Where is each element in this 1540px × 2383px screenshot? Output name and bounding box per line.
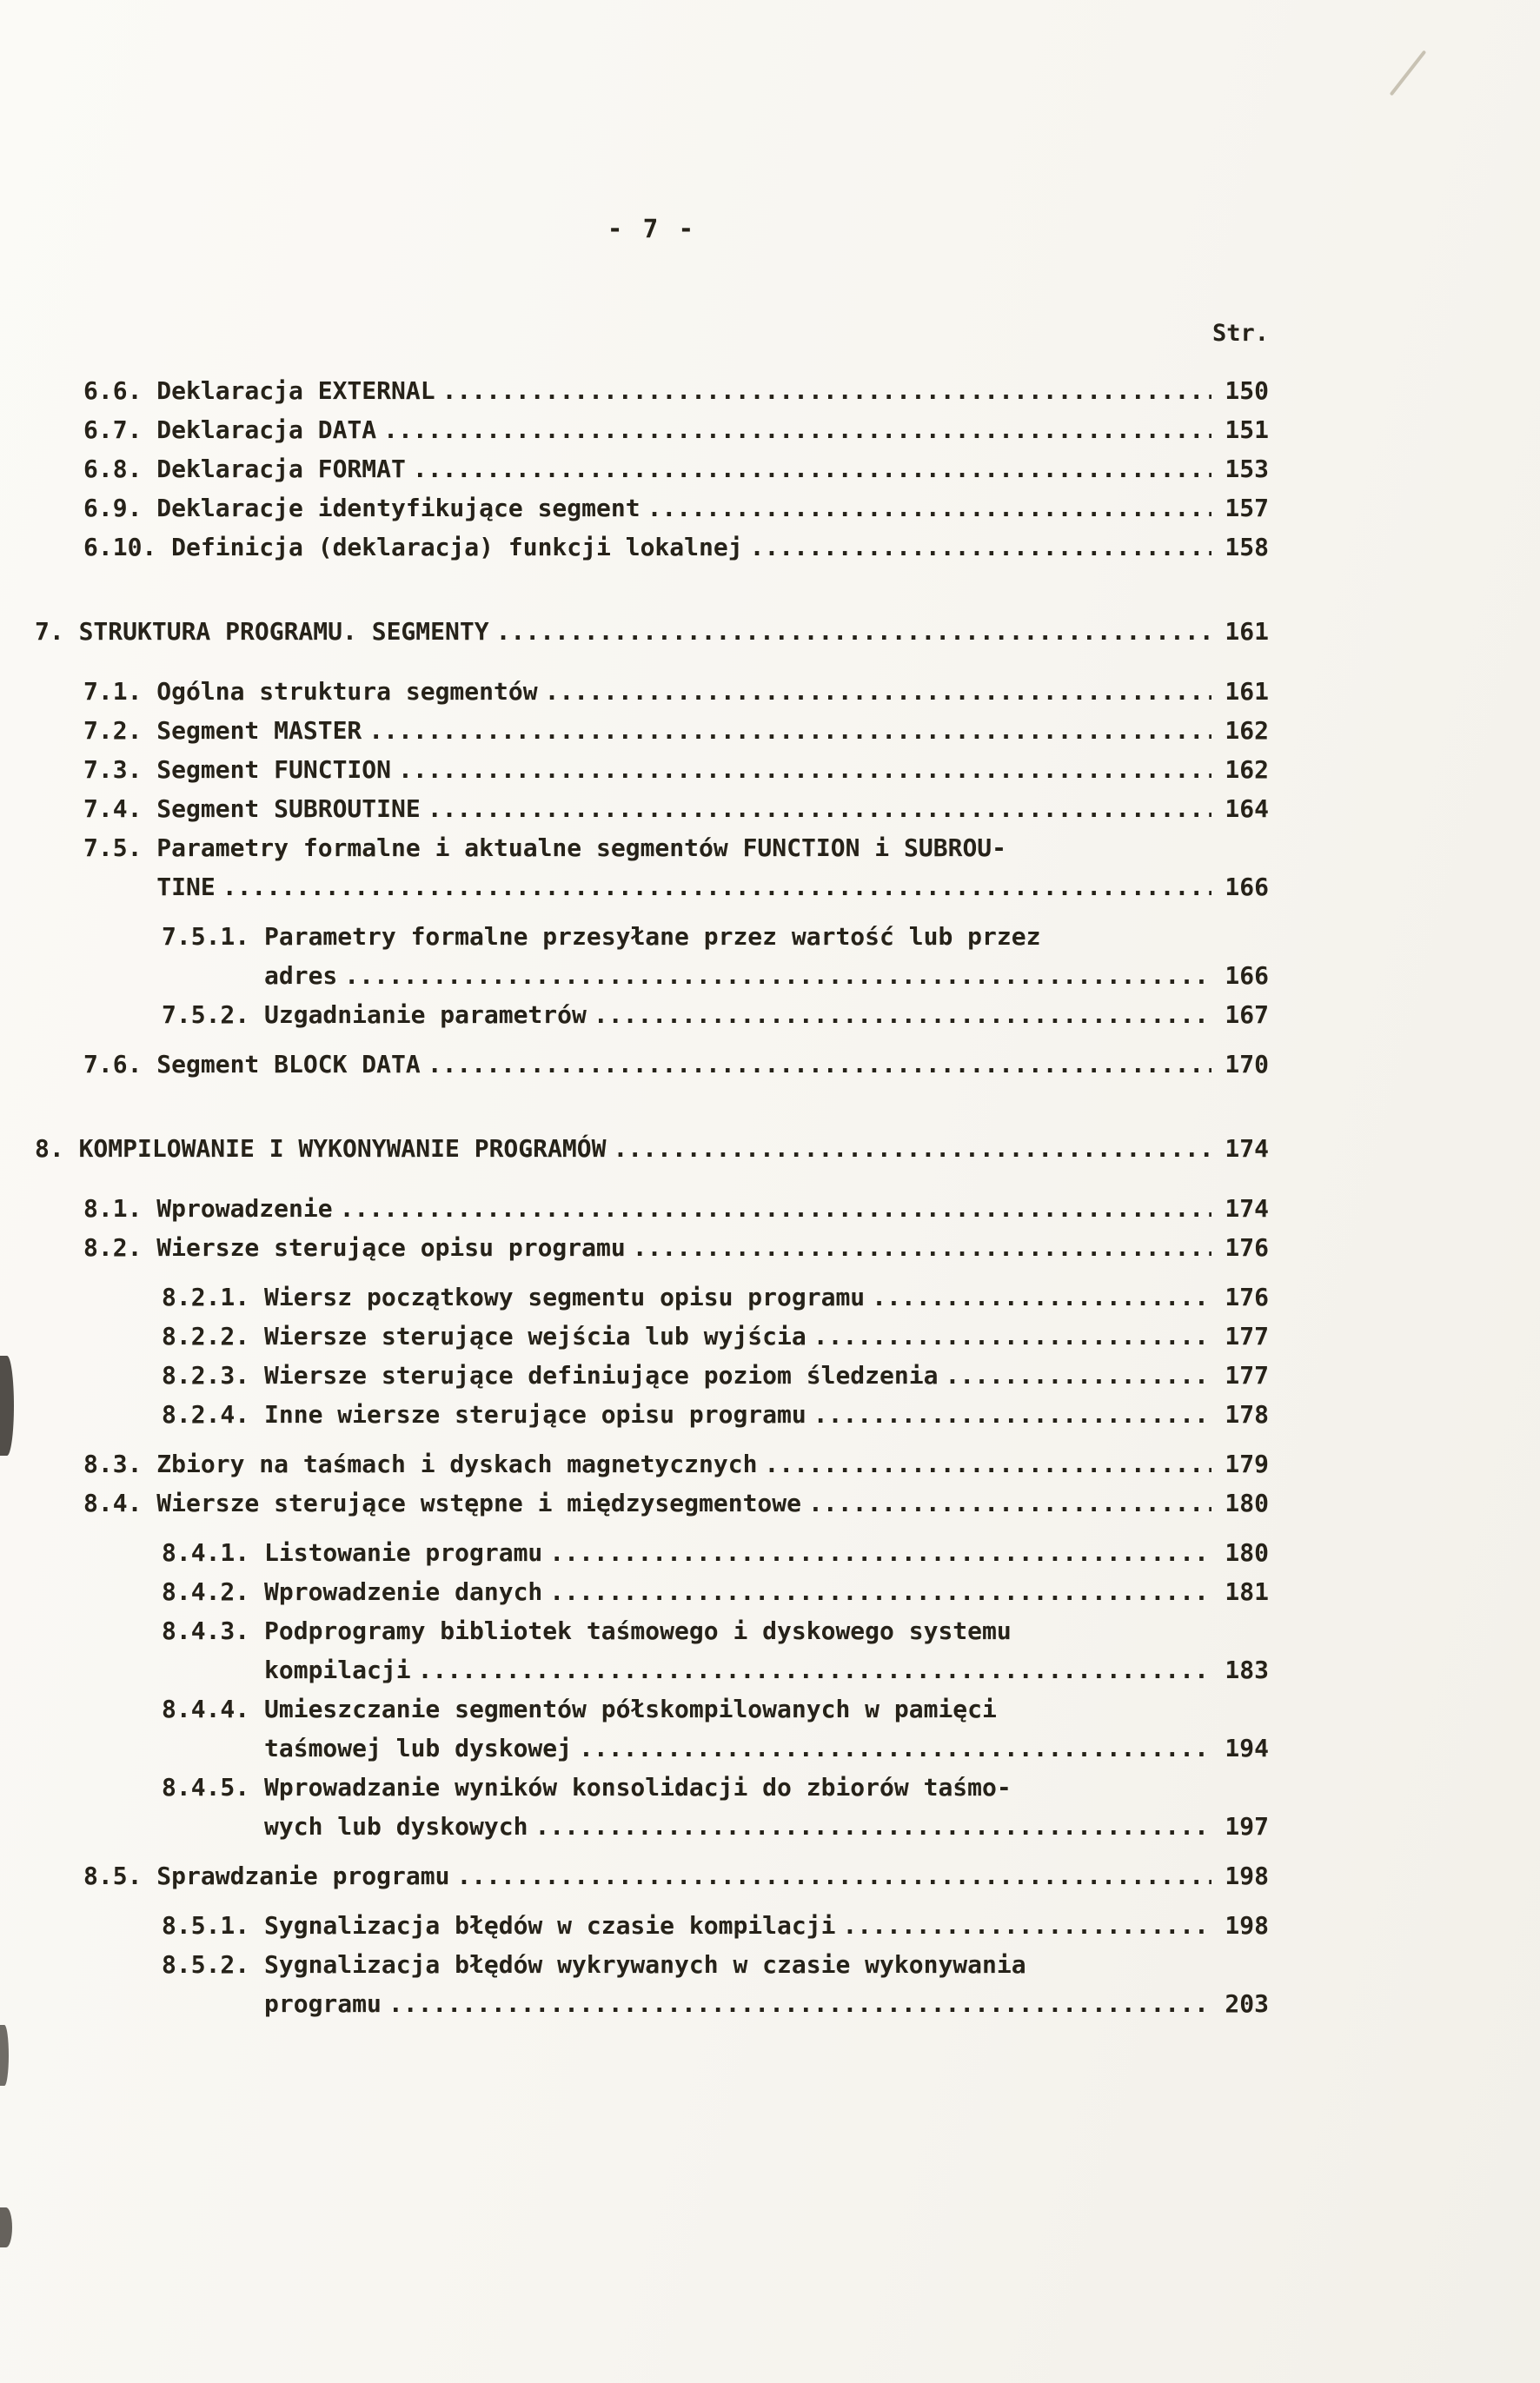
entry-page-number: 167 bbox=[1225, 1000, 1269, 1029]
toc-entry-line bbox=[162, 1356, 1269, 1395]
entry-title: Wiersze sterujące definiujące poziom śledzenia bbox=[264, 1361, 939, 1390]
entry-page-number: 157 bbox=[1225, 494, 1269, 522]
toc-entry-line bbox=[83, 867, 1269, 906]
toc-entry-line bbox=[83, 750, 1269, 789]
entry-title: Deklaracja FORMAT bbox=[156, 455, 406, 483]
entry-page-number: 180 bbox=[1225, 1538, 1269, 1567]
entry-number: 8.4.3. bbox=[162, 1616, 250, 1645]
dot-leader bbox=[368, 711, 1211, 750]
toc-entry-line bbox=[162, 1768, 1269, 1807]
toc-list bbox=[35, 371, 1269, 2023]
entry-title: Parametry formalne i aktualne segmentów FUNCTION i SUBROU- bbox=[156, 833, 1007, 862]
entry-page-number: 161 bbox=[1225, 617, 1269, 646]
dot-leader bbox=[418, 1650, 1211, 1689]
toc-entry-line bbox=[162, 1807, 1269, 1846]
toc-entry bbox=[35, 1611, 1269, 1689]
entry-number: 7.4. bbox=[83, 794, 143, 823]
entry-title: Segment MASTER bbox=[156, 716, 362, 745]
entry-title: TINE bbox=[156, 873, 216, 901]
entry-number: 8.2. bbox=[83, 1233, 143, 1262]
entry-number: 7.1. bbox=[83, 677, 143, 706]
entry-title: Zbiory na taśmach i dyskach magnetycznych bbox=[156, 1450, 758, 1478]
toc-entry-line bbox=[162, 1611, 1269, 1650]
dot-leader bbox=[549, 1533, 1211, 1572]
toc-entry bbox=[35, 488, 1269, 528]
toc-entry-line bbox=[83, 1189, 1269, 1228]
entry-title: Segment BLOCK DATA bbox=[156, 1050, 421, 1079]
dot-leader bbox=[398, 750, 1211, 789]
entry-title: Wiersze sterujące wstępne i międzysegmentowe bbox=[156, 1489, 802, 1517]
toc-entry bbox=[35, 1444, 1269, 1484]
entry-title: Wiersze sterujące opisu programu bbox=[156, 1233, 626, 1262]
toc-entry-line bbox=[162, 1945, 1269, 1984]
scan-artifact bbox=[0, 2025, 9, 2086]
entry-page-number: 164 bbox=[1225, 794, 1269, 823]
entry-page-number: 178 bbox=[1225, 1400, 1269, 1429]
dot-leader bbox=[633, 1228, 1211, 1267]
toc-entry-line bbox=[83, 672, 1269, 711]
toc-entry-line bbox=[83, 1444, 1269, 1484]
page-number: - 7 - bbox=[607, 214, 697, 243]
entry-title: kompilacji bbox=[264, 1656, 411, 1684]
toc-entry bbox=[35, 750, 1269, 789]
dot-leader bbox=[428, 789, 1211, 828]
toc-entry bbox=[35, 828, 1269, 906]
entry-number: 8.2.4. bbox=[162, 1400, 250, 1429]
entry-title: Deklaracja DATA bbox=[156, 415, 377, 444]
toc-entry-line bbox=[83, 1045, 1269, 1084]
toc-entry bbox=[35, 1278, 1269, 1317]
toc-entry-line bbox=[162, 1317, 1269, 1356]
dot-leader bbox=[808, 1484, 1211, 1523]
entry-number: 7.5.2. bbox=[162, 1000, 250, 1029]
entry-number: 8.5.1. bbox=[162, 1911, 250, 1940]
scan-artifact bbox=[0, 1356, 14, 1456]
entry-number: 7.6. bbox=[83, 1050, 143, 1079]
page-column-header: Str. bbox=[1211, 320, 1269, 347]
entry-page-number: 174 bbox=[1225, 1134, 1269, 1163]
entry-page-number: 166 bbox=[1225, 961, 1269, 990]
entry-number: 7.3. bbox=[83, 755, 143, 784]
entry-number: 7. bbox=[35, 617, 64, 646]
toc-entry-line bbox=[83, 449, 1269, 488]
entry-title: Sygnalizacja błędów w czasie kompilacji bbox=[264, 1911, 836, 1940]
toc-entry bbox=[35, 1356, 1269, 1395]
toc-entry bbox=[35, 410, 1269, 449]
toc-entry bbox=[35, 1395, 1269, 1434]
dot-leader bbox=[545, 672, 1211, 711]
entry-title: Wiersz początkowy segmentu opisu programu bbox=[264, 1283, 866, 1311]
toc-entry-line bbox=[83, 1484, 1269, 1523]
entry-title: Sprawdzanie programu bbox=[156, 1862, 450, 1890]
dot-leader bbox=[534, 1807, 1211, 1846]
dot-leader bbox=[647, 488, 1211, 528]
table-of-contents bbox=[35, 320, 1269, 2023]
toc-entry bbox=[35, 1945, 1269, 2023]
toc-entry bbox=[35, 371, 1269, 410]
toc-entry-line bbox=[83, 828, 1269, 867]
entry-title: Deklaracje identyfikujące segment bbox=[156, 494, 641, 522]
scan-artifact bbox=[0, 2207, 12, 2247]
dot-leader bbox=[413, 449, 1211, 488]
toc-entry-line bbox=[83, 1856, 1269, 1895]
entry-number: 8.4.4. bbox=[162, 1695, 250, 1723]
toc-entry-line bbox=[162, 917, 1269, 956]
toc-entry-line bbox=[162, 1572, 1269, 1611]
entry-page-number: 162 bbox=[1225, 716, 1269, 745]
dot-leader bbox=[344, 956, 1211, 995]
entry-title: Podprogramy bibliotek taśmowego i dyskowego systemu bbox=[264, 1616, 1012, 1645]
toc-entry-line bbox=[83, 528, 1269, 567]
entry-title: Listowanie programu bbox=[264, 1538, 543, 1567]
entry-title: Segment FUNCTION bbox=[156, 755, 391, 784]
entry-title: Segment SUBROUTINE bbox=[156, 794, 421, 823]
dot-leader bbox=[842, 1906, 1211, 1945]
toc-entry bbox=[35, 672, 1269, 711]
toc-entry bbox=[35, 1045, 1269, 1084]
entry-page-number: 181 bbox=[1225, 1577, 1269, 1606]
entry-page-number: 166 bbox=[1225, 873, 1269, 901]
entry-title: Sygnalizacja błędów wykrywanych w czasie wykonywania bbox=[264, 1950, 1026, 1979]
entry-page-number: 198 bbox=[1225, 1911, 1269, 1940]
entry-page-number: 176 bbox=[1225, 1283, 1269, 1311]
entry-number: 8.2.3. bbox=[162, 1361, 250, 1390]
entry-number: 8.4. bbox=[83, 1489, 143, 1517]
entry-title: Deklaracja EXTERNAL bbox=[156, 376, 435, 405]
entry-page-number: 179 bbox=[1225, 1450, 1269, 1478]
entry-page-number: 170 bbox=[1225, 1050, 1269, 1079]
entry-number: 7.5.1. bbox=[162, 922, 250, 951]
entry-page-number: 161 bbox=[1225, 677, 1269, 706]
entry-page-number: 203 bbox=[1225, 1989, 1269, 2018]
dot-leader bbox=[222, 867, 1211, 906]
entry-page-number: 174 bbox=[1225, 1194, 1269, 1223]
entry-number: 6.7. bbox=[83, 415, 143, 444]
toc-entry-line bbox=[162, 1650, 1269, 1689]
entry-title: wych lub dyskowych bbox=[264, 1812, 528, 1841]
entry-page-number: 150 bbox=[1225, 376, 1269, 405]
entry-page-number: 162 bbox=[1225, 755, 1269, 784]
entry-title: Ogólna struktura segmentów bbox=[156, 677, 538, 706]
entry-number: 6.8. bbox=[83, 455, 143, 483]
toc-entry bbox=[35, 1572, 1269, 1611]
dot-leader bbox=[549, 1572, 1211, 1611]
entry-page-number: 153 bbox=[1225, 455, 1269, 483]
dot-leader bbox=[945, 1356, 1211, 1395]
entry-title: Wprowadzenie bbox=[156, 1194, 333, 1223]
dot-leader bbox=[764, 1444, 1211, 1484]
toc-entry bbox=[35, 711, 1269, 750]
dot-leader bbox=[594, 995, 1211, 1034]
entry-title: Umieszczanie segmentów półskompilowanych w pamięci bbox=[264, 1695, 997, 1723]
entry-number: 8.5. bbox=[83, 1862, 143, 1890]
entry-page-number: 151 bbox=[1225, 415, 1269, 444]
dot-leader bbox=[813, 1317, 1211, 1356]
toc-entry bbox=[35, 789, 1269, 828]
toc-entry-line bbox=[162, 995, 1269, 1034]
toc-entry-line bbox=[162, 1395, 1269, 1434]
toc-entry-line bbox=[162, 1689, 1269, 1729]
dot-leader bbox=[340, 1189, 1211, 1228]
entry-number: 7.2. bbox=[83, 716, 143, 745]
entry-number: 6.9. bbox=[83, 494, 143, 522]
toc-entry-line bbox=[35, 612, 1269, 651]
entry-page-number: 180 bbox=[1225, 1489, 1269, 1517]
entry-title: Wprowadzenie danych bbox=[264, 1577, 543, 1606]
toc-entry bbox=[35, 1189, 1269, 1228]
scan-artifact bbox=[1390, 50, 1427, 96]
dot-leader bbox=[496, 612, 1211, 651]
entry-number: 8.1. bbox=[83, 1194, 143, 1223]
entry-number: 8.2.2. bbox=[162, 1322, 250, 1351]
toc-entry bbox=[35, 1768, 1269, 1846]
toc-entry-line bbox=[83, 371, 1269, 410]
entry-title: adres bbox=[264, 961, 338, 990]
entry-title: taśmowej lub dyskowej bbox=[264, 1734, 573, 1762]
entry-page-number: 198 bbox=[1225, 1862, 1269, 1890]
dot-leader bbox=[388, 1984, 1211, 2023]
toc-entry bbox=[35, 449, 1269, 488]
entry-number: 6.10. bbox=[83, 533, 157, 561]
dot-leader bbox=[813, 1395, 1211, 1434]
toc-entry bbox=[35, 1906, 1269, 1945]
toc-entry bbox=[35, 1533, 1269, 1572]
toc-chapter-entry bbox=[35, 1129, 1269, 1168]
toc-entry bbox=[35, 528, 1269, 567]
toc-entry-line bbox=[162, 1729, 1269, 1768]
toc-entry bbox=[35, 1317, 1269, 1356]
toc-entry bbox=[35, 1484, 1269, 1523]
entry-number: 8.2.1. bbox=[162, 1283, 250, 1311]
entry-page-number: 183 bbox=[1225, 1656, 1269, 1684]
dot-leader bbox=[428, 1045, 1211, 1084]
toc-entry bbox=[35, 1856, 1269, 1895]
toc-entry bbox=[35, 1689, 1269, 1768]
entry-number: 8.4.5. bbox=[162, 1773, 250, 1802]
toc-entry-line bbox=[83, 789, 1269, 828]
entry-number: 8.4.2. bbox=[162, 1577, 250, 1606]
entry-page-number: 176 bbox=[1225, 1233, 1269, 1262]
entry-page-number: 177 bbox=[1225, 1361, 1269, 1390]
entry-title: Definicja (deklaracja) funkcji lokalnej bbox=[171, 533, 743, 561]
entry-title: KOMPILOWANIE I WYKONYWANIE PROGRAMÓW bbox=[78, 1134, 607, 1163]
dot-leader bbox=[442, 371, 1211, 410]
dot-leader bbox=[383, 410, 1211, 449]
entry-number: 8.4.1. bbox=[162, 1538, 250, 1567]
entry-title: programu bbox=[264, 1989, 382, 2018]
entry-title: Uzgadnianie parametrów bbox=[264, 1000, 587, 1029]
toc-entry-line bbox=[162, 1906, 1269, 1945]
entry-number: 8. bbox=[35, 1134, 64, 1163]
toc-entry bbox=[35, 917, 1269, 995]
toc-entry-line bbox=[35, 1129, 1269, 1168]
toc-entry-line bbox=[162, 956, 1269, 995]
toc-entry-line bbox=[83, 410, 1269, 449]
entry-number: 8.3. bbox=[83, 1450, 143, 1478]
entry-page-number: 194 bbox=[1225, 1734, 1269, 1762]
entry-page-number: 197 bbox=[1225, 1812, 1269, 1841]
entry-page-number: 177 bbox=[1225, 1322, 1269, 1351]
entry-title: STRUKTURA PROGRAMU. SEGMENTY bbox=[78, 617, 489, 646]
toc-entry bbox=[35, 1228, 1269, 1267]
entry-number: 6.6. bbox=[83, 376, 143, 405]
toc-chapter-entry bbox=[35, 612, 1269, 651]
entry-number: 8.5.2. bbox=[162, 1950, 250, 1979]
entry-page-number: 158 bbox=[1225, 533, 1269, 561]
dot-leader bbox=[613, 1129, 1211, 1168]
dot-leader bbox=[750, 528, 1211, 567]
toc-entry-line bbox=[83, 1228, 1269, 1267]
dot-leader bbox=[456, 1856, 1211, 1895]
entry-title: Inne wiersze sterujące opisu programu bbox=[264, 1400, 807, 1429]
toc-entry-line bbox=[83, 711, 1269, 750]
dot-leader bbox=[872, 1278, 1211, 1317]
toc-entry bbox=[35, 995, 1269, 1034]
entry-number: 7.5. bbox=[83, 833, 143, 862]
entry-title: Wiersze sterujące wejścia lub wyjścia bbox=[264, 1322, 807, 1351]
toc-entry-line bbox=[83, 488, 1269, 528]
toc-entry-line bbox=[162, 1278, 1269, 1317]
dot-leader bbox=[579, 1729, 1211, 1768]
toc-entry-line bbox=[162, 1984, 1269, 2023]
toc-entry-line bbox=[162, 1533, 1269, 1572]
entry-title: Parametry formalne przesyłane przez wartość lub przez bbox=[264, 922, 1041, 951]
entry-title: Wprowadzanie wyników konsolidacji do zbiorów taśmo- bbox=[264, 1773, 1012, 1802]
